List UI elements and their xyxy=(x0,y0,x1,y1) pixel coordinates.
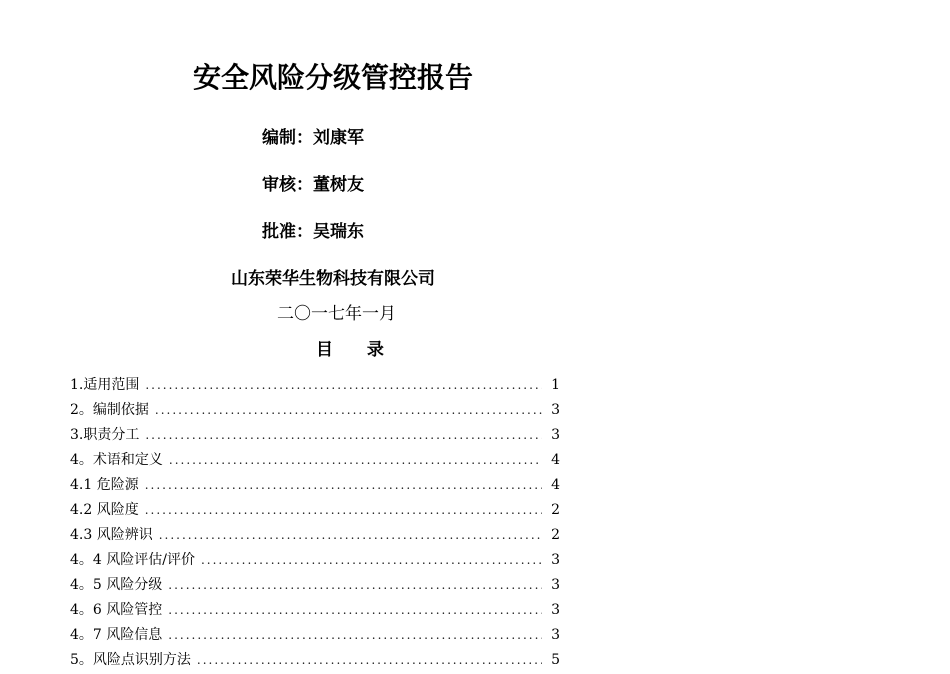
toc-entry-label: 4.2 风险度 xyxy=(70,502,139,518)
toc-entry-page: 3 xyxy=(551,627,560,643)
toc-entry-page: 4 xyxy=(551,452,560,468)
toc-entry[interactable] xyxy=(70,549,560,574)
signature-reviewed-by xyxy=(262,170,364,195)
toc-entry-label: 4。5 风险分级 xyxy=(70,577,163,593)
toc-entry-label: 5。风险点识别方法 xyxy=(70,652,191,668)
signature-approved-by xyxy=(262,217,364,242)
document-date: 二〇一七年一月 xyxy=(277,304,396,324)
toc-dot-leader xyxy=(201,549,542,571)
toc-entry-page: 1 xyxy=(551,377,560,393)
toc-entry[interactable] xyxy=(70,474,560,499)
toc-entry-label: 4。6 风险管控 xyxy=(70,602,163,618)
toc-dot-leader xyxy=(169,449,542,471)
toc-entry[interactable] xyxy=(70,649,560,674)
toc-entry-page: 3 xyxy=(551,577,560,593)
signature-label: 编制： xyxy=(262,128,313,148)
toc-entry[interactable] xyxy=(70,424,560,449)
signature-name: 刘康军 xyxy=(313,128,364,148)
toc-entry-label: 4.3 风险辨识 xyxy=(70,527,153,543)
toc-dot-leader xyxy=(145,499,542,521)
toc-entry-label: 3.职责分工 xyxy=(70,427,140,443)
toc-entry-label: 2。编制依据 xyxy=(70,402,149,418)
toc-entry[interactable] xyxy=(70,449,560,474)
document-title: 安全风险分级管控报告 xyxy=(193,61,474,94)
toc-dot-leader xyxy=(168,624,542,646)
toc-dot-leader xyxy=(145,474,542,496)
toc-entry-page: 2 xyxy=(551,502,560,518)
toc-dot-leader xyxy=(155,399,542,421)
toc-entry-label: 4。术语和定义 xyxy=(70,452,163,468)
toc-entry-page: 3 xyxy=(551,427,560,443)
toc-entry-label: 4。7 风险信息 xyxy=(70,627,163,643)
toc-dot-leader xyxy=(168,574,542,596)
signature-compiled-by xyxy=(262,123,364,148)
toc-entry[interactable] xyxy=(70,374,560,399)
toc-entry-label: 4。4 风险评估/评价 xyxy=(70,552,195,568)
table-of-contents xyxy=(70,374,560,674)
toc-dot-leader xyxy=(145,374,542,396)
toc-entry-page: 5 xyxy=(551,652,560,668)
company-name: 山东荣华生物科技有限公司 xyxy=(231,269,435,289)
signature-label: 审核： xyxy=(262,175,313,195)
toc-dot-leader xyxy=(197,649,542,671)
signature-label: 批准： xyxy=(262,222,313,242)
toc-dot-leader xyxy=(145,424,542,446)
toc-entry[interactable] xyxy=(70,599,560,624)
toc-entry[interactable] xyxy=(70,524,560,549)
toc-entry-page: 3 xyxy=(551,602,560,618)
signature-name: 吴瑞东 xyxy=(313,222,364,242)
toc-dot-leader xyxy=(159,524,542,546)
toc-entry-page: 2 xyxy=(551,527,560,543)
signature-name: 董树友 xyxy=(313,175,364,195)
toc-dot-leader xyxy=(168,599,542,621)
toc-entry[interactable] xyxy=(70,624,560,649)
toc-heading: 目 录 xyxy=(316,340,398,360)
toc-entry[interactable] xyxy=(70,499,560,524)
toc-entry-label: 4.1 危险源 xyxy=(70,477,139,493)
toc-entry-page: 4 xyxy=(551,477,560,493)
toc-entry[interactable] xyxy=(70,574,560,599)
toc-entry-page: 3 xyxy=(551,552,560,568)
toc-entry[interactable] xyxy=(70,399,560,424)
toc-entry-label: 1.适用范围 xyxy=(70,377,140,393)
toc-entry-page: 3 xyxy=(551,402,560,418)
